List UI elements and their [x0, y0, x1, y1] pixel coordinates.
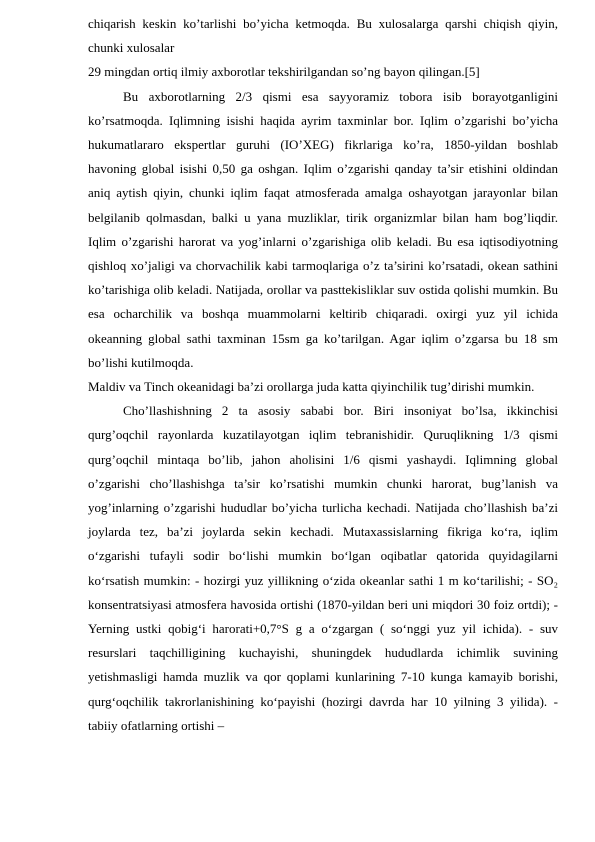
- body-text: [88, 12, 558, 738]
- paragraph-intro-continuation: chiqarish keskin ko’tarlishi bo’yicha ketmoqda. Bu xulosalarga qarshi chiqish qiyin, chunki xulosalar: [88, 16, 558, 56]
- paragraph-climate-warming: Bu axborotlarning 2/3 qismi esa sayyoramiz tobora isib borayotganligini ko’rsatmoqda. Iqlimning isishi haqida ayrim taxminlar bor. Iqlim o’zgarishi bo’yicha hukumatlararo ekspertlar guruhi (IO’XEG) fikrlariga ko’ra, 1850-yildan boshlab havoning global isishi 0,50 ga oshgan. Iqlim o’zgarishi qanday ta’sir etishini oldindan aniq aytish qiyin, chunki iqlim faqat atmosferada amalga oshayotgan jarayonlar bilan belgilanib qolmasdan, balki u yana muzliklar, tirik organizmlar bilan ham bog’liqdir. Iqlim o’zgarishi harorat va yog’inlarni o’zgarishiga olib keladi. Bu esa iqtisodiyotning qishloq xo’jaligi va chorvachilik kabi tarmoqlariga o’z ta’sirini ko’rsatadi, okean sathini ko’tarishiga olib keladi. Natijada, orollar va pasttekisliklar suv ostida qolishi mumkin. Bu esa ocharchilik va boshqa muammolarni keltirib chiqaradi. oxirgi yuz yil ichida okeanning global sathi taxminan 15sm ga ko’tarilgan. Agar iqlim o’zgarsa bu 18 sm bo’lishi kutilmoqda.: [88, 88, 558, 370]
- paragraph-maldives-islands: Maldiv va Tinch okeanidagi ba’zi orollarga juda katta qiyinchilik tug’dirishi mumkin.: [88, 379, 535, 395]
- paragraph-source-note: 29 mingdan ortiq ilmiy axborotlar tekshirilgandan so’ng bayon qilingan.[5]: [88, 64, 480, 80]
- paragraph-desertification: Cho’llashishning 2 ta asosiy sababi bor. Biri insoniyat bo’lsa, ikkinchisi qurg’oqchil rayonlarda kuzatilayotgan iqlim tebranishidir. Quruqlikning 1/3 qismi qurg’oqchil mintaqa bo’lib, jahon aholisini 1/6 qismi yashaydi. Iqlimning global o’zgarishi cho’llashishga ta’sir ko’rsatishi mumkin chunki harorat, bug’lanish va yog’inlarning o’zgarishi hududlar bo’yicha turlicha kechadi. Natijada cho’llashish ba’zi joylarda tez, ba’zi joylarda sekin kechadi. Mutaxassislarning fikriga ko‘ra, iqlim o‘zgarishi tufayli sodir bo‘lishi mumkin bo‘lgan oqibatlar qatorida quyidagilarni ko‘rsatish mumkin: - hozirgi yuz yillikning o‘zida okeanlar sathi 1 m ko‘tarilishi; - SO₂ konsentratsiyasi atmosfera havosida ortishi (1870-yildan beri uni miqdori 30 foiz ortdi); - Yerning ustki qobig‘i harorati+0,7°S g a o‘zgargan ( so‘nggi yuz yil ichida). - suv resurslari taqchilligining kuchayishi, shuningdek hududlarda ichimlik suvining yetishmasligi hamda muzlik va qor qoplami kunlarining 7-10 kunga kamayib borishi, qurg‘oqchilik takrorlanishining ko‘payishi (hozirgi davrda har 10 yilning 3 yilida). - tabiiy ofatlarning ortishi –: [88, 403, 558, 733]
